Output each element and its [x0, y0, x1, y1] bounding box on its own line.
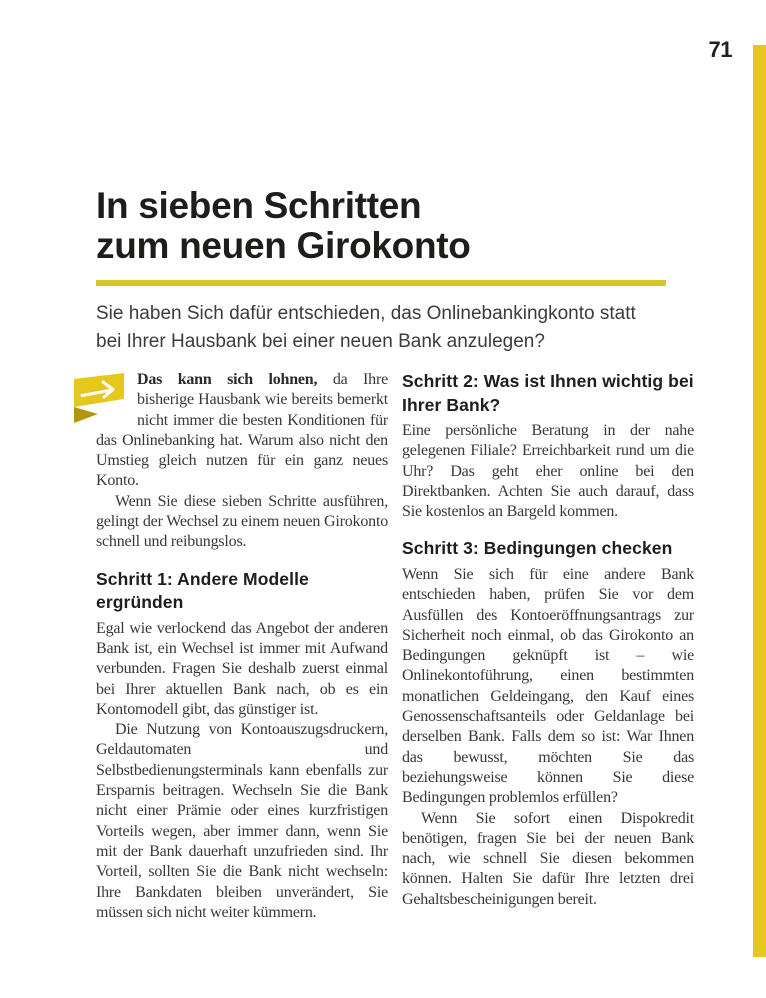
step-3-paragraph-2: Wenn Sie sofort einen Dispokredit benötigen, fragen Sie bei der neuen Bank nach, wie schnell Sie diesen bekommen können. Halten Sie dafür Ihre letzten drei Gehaltsbescheinigungen bereit.	[402, 809, 694, 908]
step-1-paragraph: Egal wie verlockend das Angebot der anderen Bank ist, ein Wechsel ist immer mit Aufwand verbunden. Fragen Sie deshalb zuerst einmal bei Ihrer aktuellen Bank nach, ob es ein Kontomodell gibt, das günstiger ist.	[96, 619, 388, 718]
arrow-ribbon-icon	[70, 371, 128, 417]
intro-paragraph	[96, 370, 388, 492]
step-3-paragraph: Wenn Sie sich für eine andere Bank entschieden haben, prüfen Sie vor dem Ausfüllen des Kontoeröffnungsantrags zur Sicherheit noch einmal, ob das Girokonto an Bedingungen geknüpft ist – wie Onlinekontoführung, einen bestimmten monatlichen Geldeingang, den Kauf eines Genossenschaftsanteils oder Geldanlage bei derselben Bank. Falls dem so ist: War Ihnen das bewusst, möchten Sie das beziehungsweise können Sie diese Bedingungen problemlos erfüllen?	[402, 565, 694, 807]
column-right	[402, 370, 694, 923]
intro-leadin: Das kann sich lohnen,	[137, 371, 318, 388]
page-title	[96, 186, 694, 266]
step-3-heading: Schritt 3: Bedingungen checken	[402, 538, 673, 559]
page-title-line-2: zum neuen Girokonto	[96, 225, 471, 266]
step-1-paragraph-2: Die Nutzung von Kontoauszugsdruckern, Geldautomaten und Selbstbedienungsterminals kann ebenfalls zur Ersparnis beitragen. Wechseln Sie die Bank nicht einer Prämie oder eines kurzfristigen Vorteils wegen, aber immer dann, wenn Sie mit der Bank dauerhaft unzufrieden sind. Ihr Vorteil, sollten Sie die Bank nicht wechseln: Ihre Bankdaten bleiben unverändert, Sie müssen sich nicht weiter kümmern.	[96, 721, 388, 921]
page-number: 71	[708, 37, 732, 62]
title-rule	[96, 280, 666, 286]
intro-paragraph-2: Wenn Sie diese sieben Schritte ausführen, gelingt der Wechsel zu einem neuen Girokonto schnell und reibungslos.	[96, 492, 388, 551]
page-title-line-1: In sieben Schritten	[96, 185, 422, 226]
page-edge-accent-bar	[753, 45, 766, 957]
step-2-heading: Schritt 2: Was ist Ihnen wichtig bei Ihrer Bank?	[402, 371, 694, 415]
intro-text: da Ihre bisherige Hausbank wie bereits bemerkt nicht immer die besten Konditionen für das Onlinebanking hat. Warum also nicht den Umstieg gleich nutzen für ein ganz neues Konto.	[96, 371, 388, 490]
article-lead: Sie haben Sich dafür entschieden, das Onlinebankingkonto statt bei Ihrer Hausbank bei einer neuen Bank anzulegen?	[96, 303, 636, 352]
step-1-heading: Schritt 1: Andere Modelle ergründen	[96, 568, 309, 613]
article	[96, 186, 694, 923]
step-2-paragraph: Eine persönliche Beratung in der nahe gelegenen Filiale? Erreichbarkeit rund um die Uhr? Das geht eher online bei den Direktbanken. Achten Sie auch darauf, dass Sie kostenlos an Bargeld kommen.	[402, 422, 694, 521]
article-columns	[96, 370, 694, 923]
column-left	[96, 370, 388, 923]
